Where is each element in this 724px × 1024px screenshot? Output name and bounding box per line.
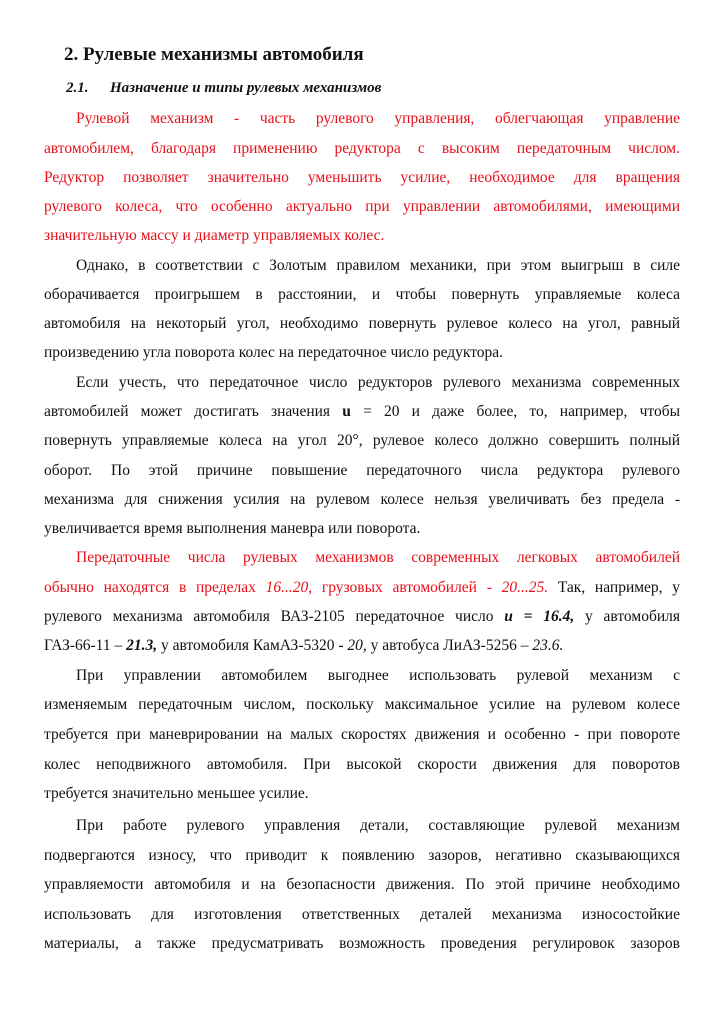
math-symbol: u	[342, 403, 351, 420]
paragraph-line: использовать для изготовления ответственных деталей механизма износостойкие	[44, 906, 680, 923]
paragraph-line: Если учесть, что передаточное число редукторов рулевого механизма современных	[76, 374, 680, 391]
paragraph-line: произведению угла поворота колес на передаточное число редуктора.	[44, 344, 504, 361]
paragraph-line	[44, 607, 680, 627]
section-heading	[66, 80, 381, 97]
paragraph-line: Редуктор позволяет значительно уменьшить усилие, необходимое для вращения	[44, 169, 680, 186]
paragraph-line: Передаточные числа рулевых механизмов современных легковых автомобилей	[76, 549, 680, 566]
text-run: автомобилей может достигать значения	[44, 403, 331, 420]
value-run: 23.6.	[532, 637, 564, 654]
paragraph-line: подвергаются износу, что приводит к появлению зазоров, негативно сказывающихся	[44, 847, 680, 864]
value-run: 16...20,	[265, 579, 313, 596]
paragraph-line	[44, 402, 680, 422]
paragraph-line: требуется при маневрировании на малых скоростях движения и особенно - при повороте	[44, 726, 680, 743]
paragraph-line	[44, 578, 680, 598]
chapter-number: 2.	[64, 44, 79, 65]
paragraph-line: увеличивается время выполнения маневра или поворота.	[44, 520, 421, 537]
paragraph-line: механизма для снижения усилия на рулевом колесе нельзя увеличивать без предела -	[44, 491, 680, 508]
paragraph-line: оборачивается проигрышем в расстоянии, и чтобы повернуть управляемые колеса	[44, 286, 680, 303]
paragraph-line: Однако, в соответствии с Золотым правилом механики, при этом выигрыш в силе	[76, 257, 680, 274]
paragraph-line: автомобилем, благодаря применению редуктора с высоким передаточным числом.	[44, 140, 680, 157]
paragraph-line: повернуть управляемые колеса на угол 20°, рулевое колесо должно совершить полный	[44, 432, 680, 449]
paragraph-line: При управлении автомобилем выгоднее использовать рулевой механизм с	[76, 667, 680, 684]
paragraph-line: управляемости автомобиля и на безопасности движения. По этой причине необходимо	[44, 876, 680, 893]
text-run: Так, например, у	[557, 579, 680, 596]
text-run: у автобуса ЛиАЗ-5256 –	[370, 637, 529, 654]
value-run: 20...25.	[501, 579, 549, 596]
paragraph-line	[44, 636, 680, 656]
paragraph-line: При работе рулевого управления детали, составляющие рулевой механизм	[76, 817, 680, 834]
paragraph-line: оборот. По этой причине повышение передаточного числа редуктора рулевого	[44, 462, 680, 479]
paragraph-line: автомобиля на некоторый угол, необходимо повернуть рулевое колесо на угол, равный	[44, 315, 680, 332]
chapter-heading	[64, 44, 364, 66]
paragraph-line: Рулевой механизм - часть рулевого управления, облегчающая управление	[76, 110, 680, 127]
section-number: 2.1.	[66, 80, 89, 96]
paragraph-line: колес неподвижного автомобиля. При высокой скорости движения для поворотов	[44, 756, 680, 773]
paragraph-line: требуется значительно меньшее усилие.	[44, 785, 309, 802]
text-run: у автомобиля	[585, 608, 680, 625]
section-title: Назначение и типы рулевых механизмов	[110, 80, 382, 96]
chapter-title: Рулевые механизмы автомобиля	[83, 44, 364, 65]
text-run: грузовых автомобилей -	[321, 579, 492, 596]
text-run: = 20 и даже более, то, например, чтобы	[363, 403, 680, 420]
text-run: ГАЗ-66-11 –	[44, 637, 123, 654]
value-run: u = 16.4,	[504, 608, 575, 625]
paragraph-line: изменяемым передаточным числом, поскольку максимальное усилие на рулевом колесе	[44, 696, 680, 713]
paragraph-line: материалы, а также предусматривать возможность проведения регулировок зазоров	[44, 935, 680, 952]
paragraph-line: значительную массу и диаметр управляемых колес.	[44, 227, 385, 244]
text-run: обычно находятся в пределах	[44, 579, 256, 596]
value-run: 21.3,	[126, 637, 158, 654]
value-run: 20,	[347, 637, 367, 654]
paragraph-line: рулевого колеса, что особенно актуально при управлении автомобилями, имеющими	[44, 198, 680, 215]
text-run: у автомобиля КамАЗ-5320 -	[160, 637, 344, 654]
text-run: рулевого механизма автомобиля ВАЗ-2105 передаточное число	[44, 608, 494, 625]
